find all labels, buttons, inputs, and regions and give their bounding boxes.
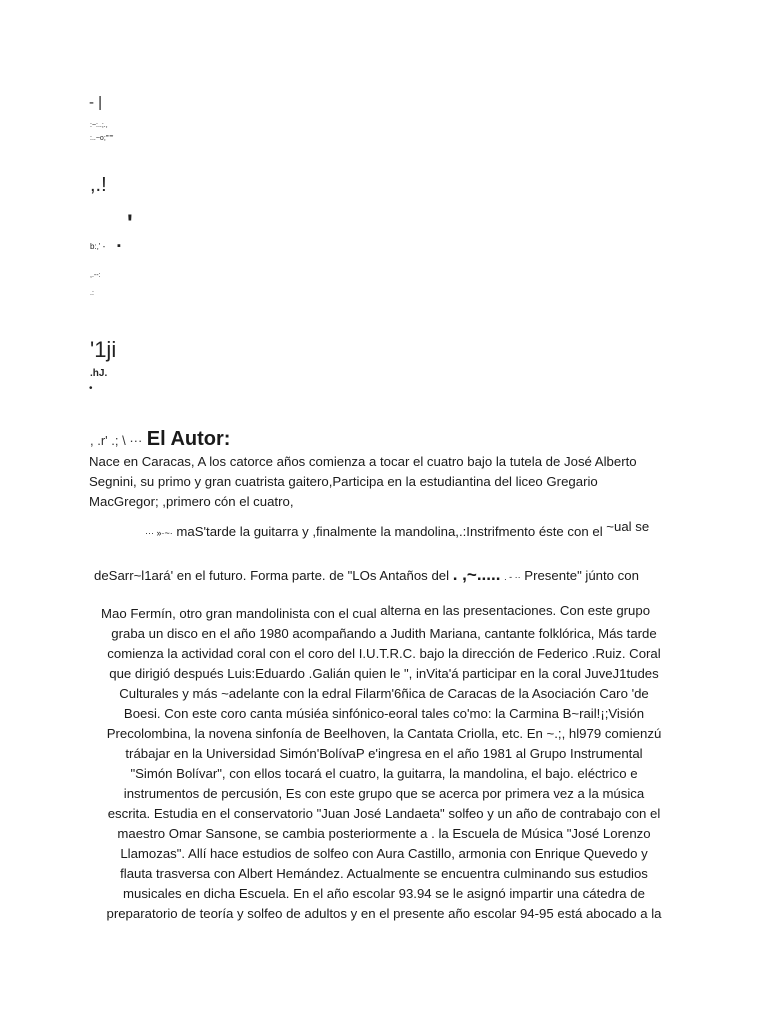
scan-artifact-6: b:,' - (90, 242, 106, 251)
text-line: escrita. Estudia en el conservatorio "Juan José Landaeta" solfeo y un año de contrabajo con el (107, 806, 661, 821)
paragraph-intro (89, 452, 637, 512)
scan-artifact-7: ▪ (117, 240, 121, 252)
scan-artifact-9: .: (90, 290, 94, 297)
text-line-6 (101, 601, 650, 621)
text-line: trábajar en la Universidad Simón'BolívaP e'ingresa en el año 1981 al Grupo Instrumental (125, 746, 643, 761)
line6-a: Mao Fermín, otro gran mandolinista con el cual (101, 606, 377, 621)
text-line: musicales en dicha Escuela. En el año escolar 93.94 se le asignó impartir una cátedra de (123, 886, 645, 901)
text-line: flauta trasversa con Albert Hemández. Actualmente se encuentra culminando sus estudios (120, 866, 648, 881)
text-line: Boesi. Con este coro canta músiéa sinfónico-eoral tales co'mo: la Carmina B~rail!¡;Visión (123, 706, 645, 721)
text-line: Culturales y más ~adelante con la edral Filarm'6ñica de Caracas de la Asociación Caro 'de (119, 686, 649, 701)
scan-artifact-11: .hJ. (90, 368, 108, 379)
section-heading (90, 428, 230, 451)
scan-artifact-8: ,.--: (90, 272, 101, 279)
text-line-4 (145, 519, 650, 543)
text-line: instrumentos de percusión, Es con este grupo que se acerca por primera vez a la música (123, 786, 645, 801)
text-line: Segnini, su primo y gran cuatrista gaitero,Participa en la estudiantina del liceo Gregario (89, 474, 598, 489)
text-line-5 (94, 565, 639, 587)
line4-text: maS'tarde la guitarra y ,finalmente la mandolina,.:Instrifmento éste con el (176, 524, 603, 539)
scan-artifact-3: :..~o;"''" (90, 135, 114, 142)
scan-artifact-5: ' (127, 210, 133, 237)
line4-tail: ~ual se (606, 519, 650, 534)
line6-b: alterna en las presentaciones. Con este grupo (380, 603, 651, 618)
text-line: maestro Omar Sansone, se cambia posteriormente a . la Escuela de Música "José Lorenzo (117, 826, 651, 841)
text-line: que dirigió después Luis:Eduardo .Galián quien le ", inVita'á participar en la coral JuveJ1tudes (109, 666, 659, 681)
scan-artifact-12: • (89, 383, 93, 394)
text-line: "Simón Bolívar", con ellos tocará el cuatro, la guitarra, la mandolina, el bajo. eléctrico e (130, 766, 638, 781)
line4-noise: ··· »·~· (145, 528, 173, 538)
text-line: MacGregor; ,primero cón el cuatro, (89, 494, 294, 509)
line5-tail: Presente" júnto con (524, 568, 639, 583)
text-line: comienza la actividad coral con el coro del I.U.T.R.C. bajo la dirección de Federico .Ruiz. Coral (107, 646, 661, 661)
heading-title: El Autor: (146, 428, 231, 450)
line5-noise: . ,~..... (452, 565, 501, 584)
text-line: Llamozas". Allí hace estudios de solfeo con Aura Castillo, armonia con Enrique Quevedo y (120, 846, 648, 861)
line5-text: deSarr~l1ará' en el futuro. Forma parte. de "LOs Antaños del (94, 568, 450, 583)
scan-artifact-4: ,.! (90, 174, 107, 196)
scan-artifact-2: :~:..;., (90, 122, 108, 129)
text-line: preparatorio de teoría y solfeo de adultos y en el presente año escolar 94-95 está abocado a la (106, 906, 662, 921)
scan-artifact-10: '1ji (90, 337, 117, 362)
scan-artifact-1: - | (89, 94, 103, 111)
line5-noise-2: . - ·· (504, 572, 521, 582)
text-line: Precolombina, la novena sinfonía de Beelhoven, la Cantata Criolla, etc. En ~.;, hl979 comienzú (106, 726, 662, 741)
text-line: Nace en Caracas, A los catorce años comienza a tocar el cuatro bajo la tutela de José Alberto (89, 454, 637, 469)
text-line: graba un disco en el año 1980 acompañando a Judith Mariana, cantante folklórica, Más tarde (111, 626, 657, 641)
paragraph-main (88, 624, 680, 924)
heading-noise: , .r' .; \ ··· (90, 433, 143, 448)
